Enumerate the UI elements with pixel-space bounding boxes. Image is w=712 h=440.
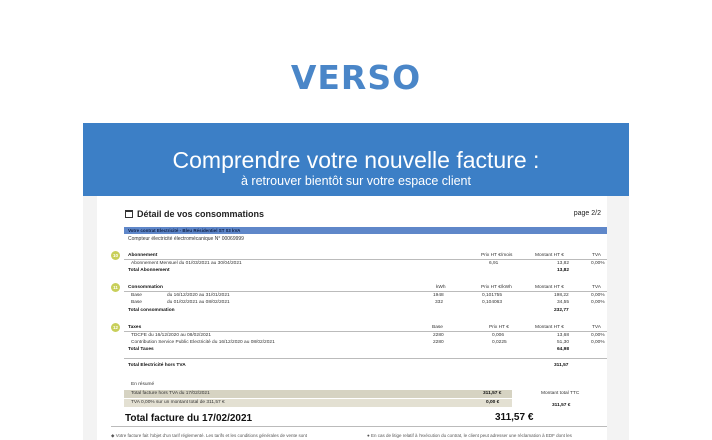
invoice-document: [83, 123, 629, 440]
taxes-line-prix: 0,006: [492, 333, 505, 338]
divider: [124, 259, 607, 260]
abonnement-total-label: Total Abonnement: [128, 268, 170, 273]
resume-row1-label: Total facture hors TVA du 17/02/2021: [131, 391, 210, 396]
taxes-line-tva: 0,00%: [591, 340, 605, 345]
abonnement-line-prix: 6,91: [489, 261, 499, 266]
divider: [124, 331, 607, 332]
taxes-total-label: Total Taxes: [128, 347, 154, 352]
conso-line-prix: 0,104063: [482, 300, 503, 305]
taxes-line-montant: 13,68: [557, 333, 570, 338]
section-number-badge: 10: [112, 253, 118, 258]
conso-line-montant: 198,22: [554, 293, 569, 298]
total-ht-row: [97, 363, 607, 370]
table-row: [97, 333, 607, 340]
divider: [111, 426, 607, 427]
abonnement-total-value: 13,82: [557, 268, 570, 273]
conso-line-period: du 16/12/2020 au 31/01/2021: [167, 293, 230, 298]
taxes-line-base: 2280: [433, 333, 444, 338]
meter-info: Compteur électricité électromécanique N° 00069999: [128, 236, 244, 242]
col-tva: TVA: [592, 285, 601, 290]
conso-line-tva: 0,00%: [591, 300, 605, 305]
resume-heading: En résumé: [131, 382, 155, 387]
taxes-line-montant: 51,30: [557, 340, 570, 345]
invoice-page: [97, 196, 607, 440]
banner-subtitle: à retrouver bientôt sur votre espace client: [241, 174, 471, 188]
col-tva: TVA: [592, 253, 601, 258]
abonnement-line-montant: 13,82: [557, 261, 570, 266]
conso-line-label: Base: [131, 300, 142, 305]
section-number-badge: 12: [112, 325, 118, 330]
resume-row1-value: 311,57 €: [483, 391, 502, 396]
resume-row2-label: TVA 0,00% sur un montant total de 311,57 €: [131, 400, 225, 405]
col-prix: Prix HT €/mois: [481, 253, 513, 258]
table-row: [97, 261, 607, 268]
divider: [124, 291, 607, 292]
table-row: [97, 293, 607, 300]
resume-row-1: [97, 391, 607, 398]
info-banner: [83, 123, 629, 196]
page-number: page 2/2: [573, 210, 601, 217]
resume-ttc-label: Montant total TTC: [541, 391, 580, 396]
taxes-line-prix: 0,0225: [492, 340, 507, 345]
consommation-total-label: Total consommation: [128, 308, 175, 313]
consommation-title: Consommation: [128, 285, 163, 290]
conso-line-kwh: 332: [435, 300, 444, 305]
taxes-title: Taxes: [128, 325, 142, 330]
conso-line-kwh: 1948: [433, 293, 444, 298]
conso-line-montant: 34,55: [557, 300, 570, 305]
section-number-badge: 11: [111, 283, 120, 292]
final-total-label: Total facture du 17/02/2021: [125, 413, 253, 424]
banner-title: Comprendre votre nouvelle facture :: [172, 147, 540, 173]
col-kwh: kWh: [436, 285, 446, 290]
conso-line-period: du 01/02/2021 au 08/02/2021: [167, 300, 230, 305]
col-prix: Prix HT €: [489, 325, 509, 330]
calendar-icon: [125, 210, 133, 218]
resume-ttc-value: 311,57 €: [552, 403, 571, 408]
taxes-line-label: TDCFE du 16/12/2020 au 08/02/2021: [131, 333, 212, 338]
consommation-total-row: [97, 308, 607, 315]
resume-row-2: [97, 400, 607, 407]
final-total-value: 311,57 €: [495, 412, 534, 423]
col-base: Base: [432, 325, 443, 330]
consommation-total-value: 232,77: [554, 308, 569, 313]
footer-note-left: ◆ Votre facture fait l'objet d'un tarif réglementé. Les tarifs et les conditions générales de vente sont: [111, 433, 308, 438]
col-montant: Montant HT €: [535, 253, 564, 258]
conso-line-label: Base: [131, 293, 142, 298]
page-title-verso: VERSO: [290, 58, 422, 97]
divider: [124, 358, 607, 359]
conso-line-tva: 0,00%: [591, 293, 605, 298]
col-montant: Montant HT €: [535, 285, 564, 290]
resume-heading-row: [97, 382, 607, 389]
taxes-line-tva: 0,00%: [591, 333, 605, 338]
conso-line-prix: 0,101755: [482, 293, 503, 298]
table-row: [97, 340, 607, 347]
section-header: [125, 209, 264, 219]
resume-row2-value: 0,00 €: [486, 400, 500, 405]
footer-note-right: ● En cas de litige relatif à l'exécution du contrat, le client peut adresser une réclamation à EDF dont les: [367, 433, 572, 438]
abonnement-line-tva: 0,00%: [591, 261, 605, 266]
col-montant: Montant HT €: [535, 325, 564, 330]
col-tva: TVA: [592, 325, 601, 330]
total-ht-value: 311,57: [554, 363, 569, 368]
abonnement-total-row: [97, 268, 607, 275]
taxes-line-label: Contribution Service Public Electricité du 16/12/2020 au 08/02/2021: [131, 340, 275, 345]
contract-bar: Votre contrat Electricité - Bleu Résidentiel ST 03 kVA: [124, 227, 607, 234]
col-prix: Prix HT €/kWh: [481, 285, 512, 290]
abonnement-line-label: Abonnement Mensuel du 01/03/2021 au 30/04/2021: [131, 261, 242, 266]
table-row: [97, 300, 607, 307]
taxes-total-value: 64,98: [557, 347, 570, 352]
total-ht-label: Total Electricité hors TVA: [128, 363, 186, 368]
taxes-line-base: 2280: [433, 340, 444, 345]
section-header-title: Détail de vos consommations: [137, 209, 265, 219]
abonnement-title: Abonnement: [128, 253, 158, 258]
taxes-total-row: [97, 347, 607, 354]
